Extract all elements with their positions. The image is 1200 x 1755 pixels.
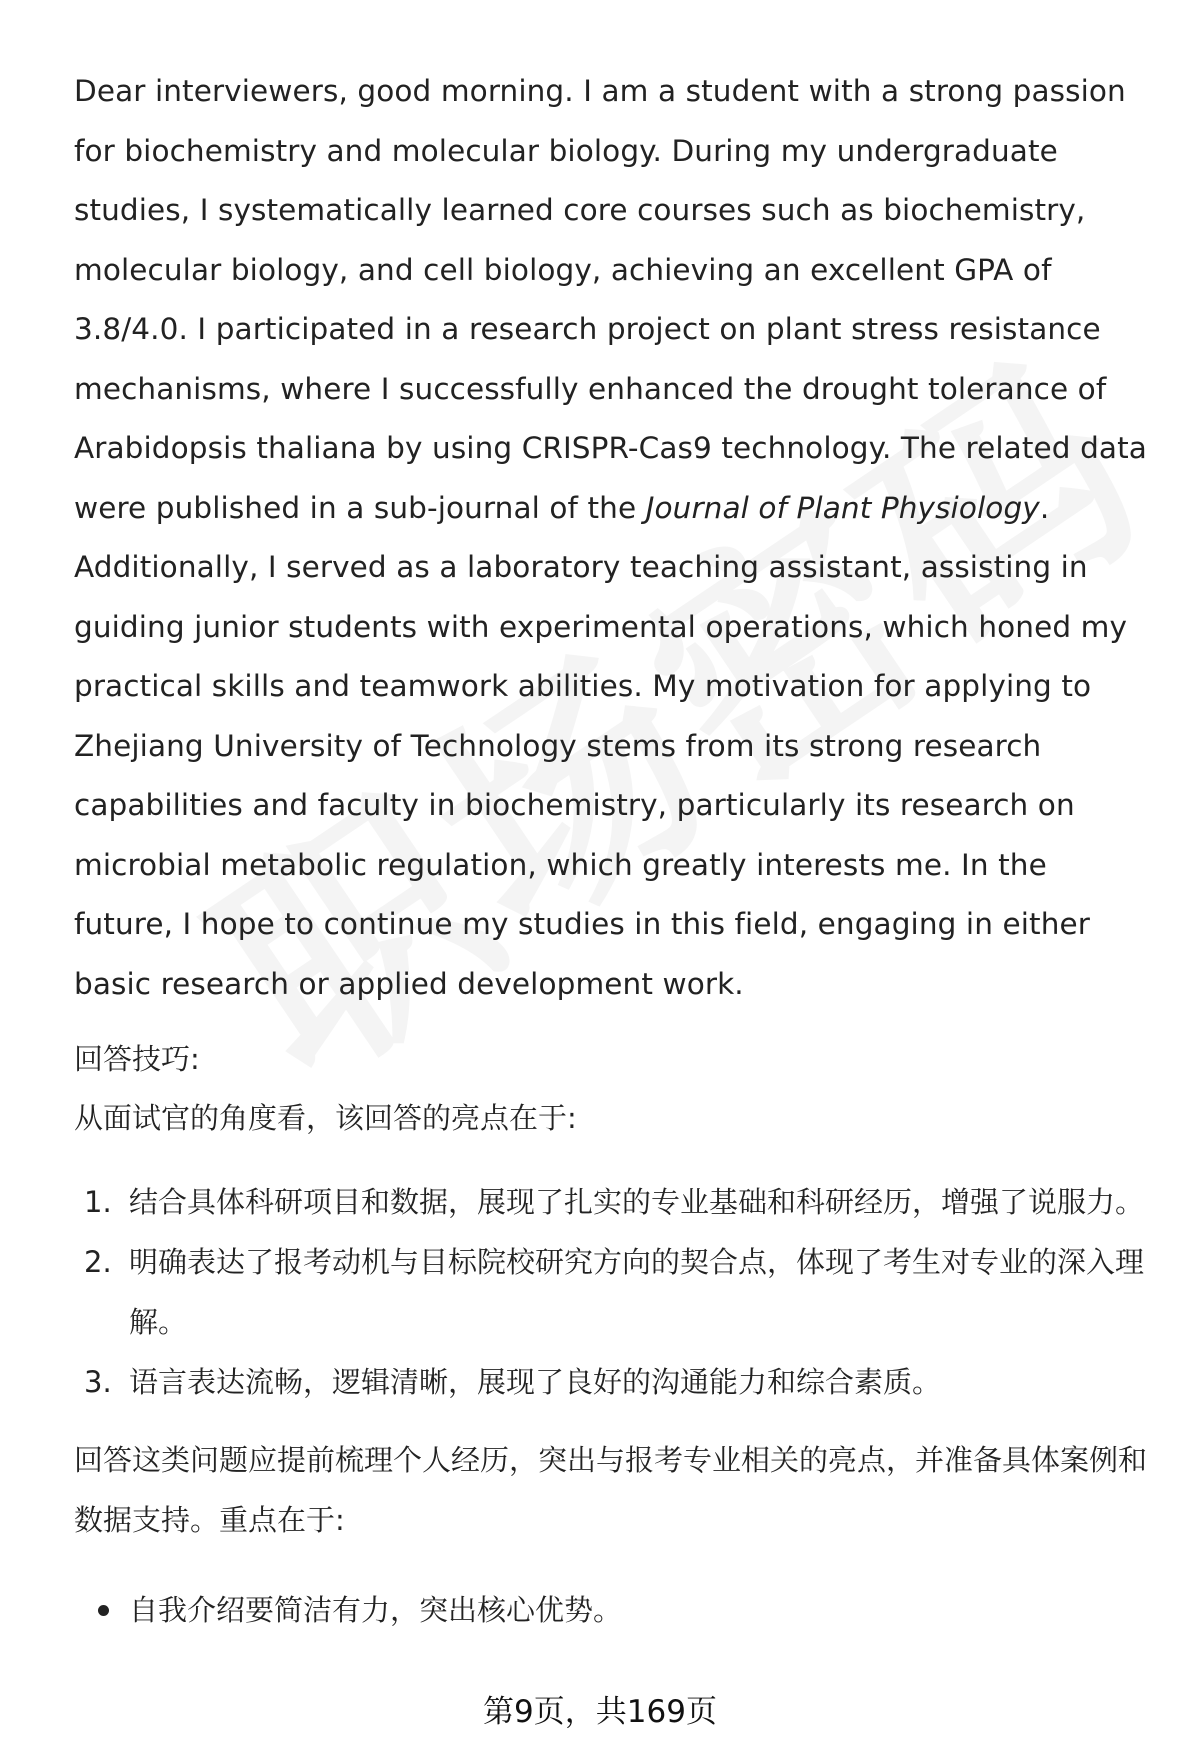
key-points-list xyxy=(74,1580,1154,1640)
list-item-text: 语言表达流畅，逻辑清晰，展现了良好的沟通能力和综合素质。 xyxy=(129,1365,942,1399)
list-item-number: 2. xyxy=(84,1245,112,1279)
list-item xyxy=(74,1352,1154,1412)
page-content xyxy=(74,62,1154,1640)
highlight-list xyxy=(74,1172,1154,1412)
tips-heading: 回答技巧: xyxy=(74,1042,200,1076)
list-item-number: 3. xyxy=(84,1365,112,1399)
list-item-text: 结合具体科研项目和数据，展现了扎实的专业基础和科研经历，增强了说服力。 xyxy=(129,1185,1145,1219)
bullet-item-text: 自我介绍要简洁有力，突出核心优势。 xyxy=(129,1593,623,1627)
answer-text-part-1: Dear interviewers, good morning. I am a student with a strong passion for biochemistry and molecular biology. During my undergraduate studies, I systematically learned core courses such as biochemistry, molecular biology, and cell biology, achieving an excellent GPA of 3.8/4.0. I participated in a research project on plant stress resistance mechanisms, where I successfully enhanced the drought tolerance of Arabidopsis thaliana by using CRISPR-Cas9 technology. The related data were published in a sub-journal of the xyxy=(74,74,1147,525)
advice-paragraph: 回答这类问题应提前梳理个人经历，突出与报考专业相关的亮点，并准备具体案例和数据支持。重点在于: xyxy=(74,1443,1148,1537)
tips-intro: 从面试官的角度看，该回答的亮点在于: xyxy=(74,1101,577,1135)
list-item-number: 1. xyxy=(84,1185,112,1219)
list-item xyxy=(74,1172,1154,1232)
page-number: 第9页，共169页 xyxy=(483,1694,717,1730)
answer-text-part-2: . Additionally, I served as a laboratory teaching assistant, assisting in guiding junior students with experimental operations, which honed my practical skills and teamwork abilities. My motivation for applying to Zhejiang University of Technology stems from its strong research capabilities and faculty in biochemistry, particularly its research on microbial metabolic regulation, which greatly interests me. In the future, I hope to continue my studies in this field, engaging in either basic research or applied development work. xyxy=(74,490,1128,1001)
journal-name: Journal of Plant Physiology xyxy=(645,490,1040,525)
bullet-item xyxy=(74,1580,1154,1640)
answer-paragraph xyxy=(74,62,1154,1014)
list-item xyxy=(74,1232,1154,1352)
list-item-text: 明确表达了报考动机与目标院校研究方向的契合点，体现了考生对专业的深入理解。 xyxy=(129,1245,1145,1339)
bullet-dot-icon xyxy=(98,1605,109,1616)
